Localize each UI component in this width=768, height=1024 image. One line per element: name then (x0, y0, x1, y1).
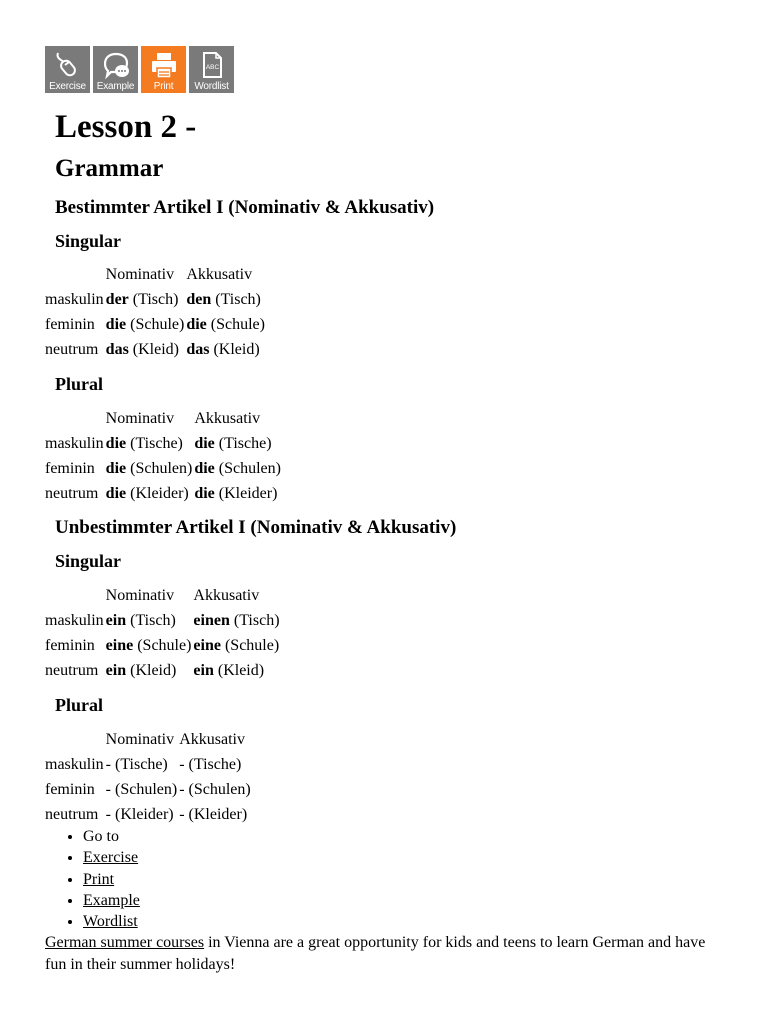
table-cell (106, 481, 195, 506)
abc-document-icon (197, 50, 227, 80)
table-row (45, 312, 267, 337)
table-cell: - (Kleider) (105, 805, 174, 823)
table-row (45, 777, 253, 802)
table-header-cell: Nominativ (105, 409, 175, 427)
table-header-row (45, 727, 253, 752)
table-row (45, 456, 283, 481)
noun: (Tisch) (128, 290, 179, 308)
article: ein (193, 661, 214, 679)
article: die (105, 315, 127, 333)
def-plural-table (45, 406, 283, 506)
table-row (45, 608, 282, 633)
exercise-label: Exercise (49, 81, 86, 92)
table-row (45, 481, 283, 506)
table-row (45, 287, 267, 312)
table-cell: - (Tische) (179, 755, 242, 773)
table-cell (194, 456, 283, 481)
table-cell (194, 431, 283, 456)
table-header-row (45, 406, 283, 431)
case-label: neutrum (45, 484, 99, 502)
case-label: neutrum (45, 805, 99, 823)
case-label: feminin (45, 315, 95, 333)
table-row (45, 658, 282, 683)
table-cell (106, 287, 187, 312)
list-item (83, 869, 140, 890)
case-label: feminin (45, 636, 95, 654)
table-header-cell: Nominativ (105, 586, 175, 604)
table-cell (186, 337, 267, 362)
article: ein (105, 661, 127, 679)
noun: (Schulen) (126, 459, 193, 477)
article: das (186, 340, 210, 358)
def-article-heading: Bestimmter Artikel I (Nominativ & Akkusativ) (55, 197, 435, 218)
noun: (Schule) (133, 636, 192, 654)
table-header-row (45, 583, 282, 608)
abc-text: ABC (205, 64, 219, 71)
table-header-cell (45, 727, 106, 752)
list-item (83, 826, 140, 847)
article: eine (193, 636, 221, 654)
case-label: maskulin (45, 755, 104, 773)
printer-icon (149, 50, 179, 80)
noun: (Tisch) (211, 290, 261, 308)
article: die (105, 484, 127, 502)
noun: (Kleid) (213, 661, 265, 679)
noun: (Tisch) (229, 611, 280, 629)
speech-bubble-icon (101, 50, 131, 80)
summer-courses-link[interactable]: German summer courses (45, 934, 205, 951)
table-cell (186, 312, 267, 337)
table-cell (106, 456, 195, 481)
print-button[interactable] (141, 46, 186, 93)
table-cell (106, 337, 187, 362)
article: die (194, 459, 215, 477)
goto-nav-list (45, 826, 140, 932)
article: die (194, 484, 215, 502)
table-cell (193, 633, 281, 658)
noun: (Schule) (220, 636, 280, 654)
indef-plural-table (45, 727, 253, 827)
section-title: Grammar (55, 155, 164, 182)
list-item (83, 847, 140, 868)
example-button[interactable] (93, 46, 138, 93)
table-cell: - (Tische) (105, 755, 168, 773)
wordlist-label: Wordlist (194, 81, 229, 92)
noun: (Kleid) (209, 340, 260, 358)
table-cell: - (Schulen) (179, 780, 251, 798)
table-header-cell: Akkusativ (194, 409, 261, 427)
noun: (Kleid) (126, 661, 177, 679)
exercise-link[interactable]: Exercise (83, 849, 139, 867)
table-header-row (45, 262, 267, 287)
table-row (45, 633, 282, 658)
noun: (Tische) (214, 434, 272, 452)
case-label: neutrum (45, 661, 99, 679)
article: einen (193, 611, 230, 629)
indef-singular-table (45, 583, 282, 683)
noun: (Schulen) (214, 459, 281, 477)
noun: (Kleider) (126, 484, 189, 502)
indef-plural-heading: Plural (55, 695, 103, 715)
table-header-cell (45, 406, 106, 431)
wordlist-link[interactable]: Wordlist (83, 913, 138, 931)
wordlist-button[interactable] (189, 46, 234, 93)
table-cell (106, 312, 187, 337)
goto-label: Go to (83, 828, 119, 845)
article: den (186, 290, 212, 308)
table-cell: - (Schulen) (105, 780, 178, 798)
table-cell (186, 287, 267, 312)
table-cell (106, 633, 194, 658)
indef-singular-heading: Singular (55, 551, 122, 571)
table-header-cell: Nominativ (105, 730, 175, 748)
table-header-cell: Akkusativ (179, 730, 245, 748)
example-label: Example (96, 81, 135, 92)
indef-article-heading: Unbestimmter Artikel I (Nominativ & Akkusativ) (55, 517, 457, 538)
def-plural-heading: Plural (55, 374, 103, 394)
def-singular-table (45, 262, 267, 362)
table-header-cell (45, 583, 106, 608)
case-label: feminin (45, 459, 95, 477)
table-cell (194, 481, 283, 506)
print-label: Print (153, 81, 174, 92)
table-row (45, 802, 253, 827)
case-label: feminin (45, 780, 95, 798)
case-label: maskulin (45, 434, 104, 452)
print-link[interactable]: Print (83, 870, 115, 888)
noun: (Schule) (206, 315, 265, 333)
toolbar (45, 46, 234, 93)
table-row (45, 752, 253, 777)
table-cell (106, 658, 194, 683)
article: der (105, 290, 129, 308)
article: eine (105, 636, 134, 654)
article: ein (105, 611, 127, 629)
noun: (Kleid) (128, 340, 179, 358)
example-link[interactable]: Example (83, 891, 140, 909)
case-label: neutrum (45, 340, 99, 358)
list-item (83, 890, 140, 911)
article: die (186, 315, 207, 333)
article: die (105, 459, 127, 477)
article: die (194, 434, 215, 452)
page-title: Lesson 2 - (55, 109, 197, 145)
table-header-cell: Akkusativ (186, 265, 253, 283)
footer-text (45, 932, 725, 975)
article: die (105, 434, 127, 452)
case-label: maskulin (45, 290, 104, 308)
table-cell (106, 431, 195, 456)
table-header-cell (45, 262, 106, 287)
table-row (45, 337, 267, 362)
mouse-icon (53, 50, 83, 80)
table-cell (106, 608, 194, 633)
table-header-cell: Nominativ (105, 265, 175, 283)
noun: (Schule) (126, 315, 185, 333)
case-label: maskulin (45, 611, 104, 629)
table-cell (193, 608, 281, 633)
table-row (45, 431, 283, 456)
article: das (105, 340, 129, 358)
table-cell: - (Kleider) (179, 805, 248, 823)
noun: (Tisch) (126, 611, 176, 629)
table-header-cell: Akkusativ (193, 586, 260, 604)
exercise-button[interactable] (45, 46, 90, 93)
noun: (Tische) (126, 434, 183, 452)
table-cell (193, 658, 281, 683)
def-singular-heading: Singular (55, 231, 122, 251)
footer-body: in Vienna are a great opportunity for kids and teens to learn German and have fun in their summer holidays! (45, 934, 706, 973)
noun: (Kleider) (214, 484, 278, 502)
list-item (83, 911, 140, 932)
